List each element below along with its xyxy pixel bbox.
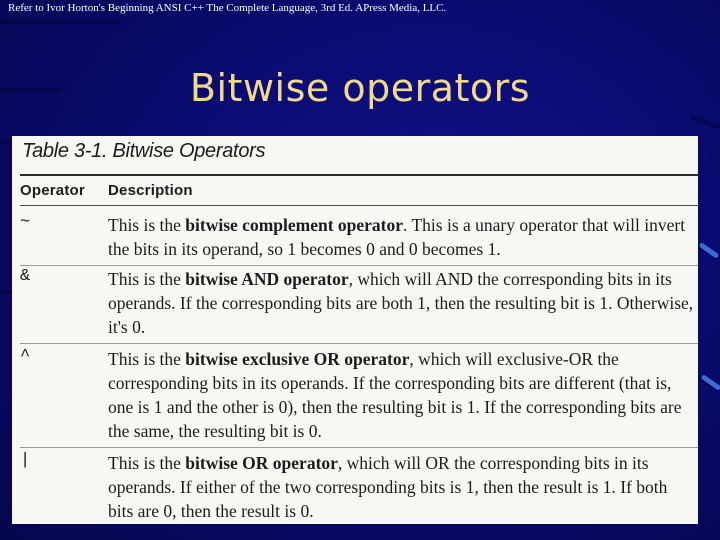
decorative-stripe xyxy=(0,20,120,24)
reference-note: Refer to Ivor Horton's Beginning ANSI C++ The Complete Language, 3rd Ed. APress Media, LLC. xyxy=(8,2,447,14)
table-row xyxy=(20,347,698,443)
operator-symbol: | xyxy=(20,451,31,470)
operator-description: This is the bitwise exclusive OR operator, which will exclusive-OR the corresponding bits in its operands. If the corresponding bits are different (that is, one is 1 and the other is 0), then the resulting bit is 1. If the corresponding bits are the same, the resulting bit is 0. xyxy=(108,349,682,441)
operator-symbol: ~ xyxy=(20,213,31,232)
table-caption: Table 3-1. Bitwise Operators xyxy=(22,140,266,162)
header-rule xyxy=(20,205,698,206)
row-divider xyxy=(20,343,698,344)
operator-description: This is the bitwise OR operator, which will OR the corresponding bits in its operands. If either of the two corresponding bits is 1, then the result is 1. If both bits are 0, then the result is 0. xyxy=(108,453,668,521)
operator-description: This is the bitwise AND operator, which will AND the corresponding bits in its operands. If the corresponding bits are both 1, then the resulting bit is 1. Otherwise, it's 0. xyxy=(108,269,694,337)
column-header-description: Description xyxy=(108,182,193,199)
table-row xyxy=(20,267,698,339)
table-image-panel xyxy=(12,136,698,524)
table-row xyxy=(20,451,698,523)
operator-description: This is the bitwise complement operator. This is a unary operator that will invert the bits in its operand, so 1 becomes 0 and 0 becomes 1. xyxy=(108,215,686,259)
table-row xyxy=(20,213,698,261)
operator-symbol: ^ xyxy=(20,347,31,366)
row-divider xyxy=(20,447,698,448)
table-top-rule xyxy=(20,174,698,176)
row-divider xyxy=(20,265,698,266)
operator-symbol: & xyxy=(20,267,31,286)
column-header-operator: Operator xyxy=(20,182,85,199)
slide-title: Bitwise operators xyxy=(189,66,531,110)
